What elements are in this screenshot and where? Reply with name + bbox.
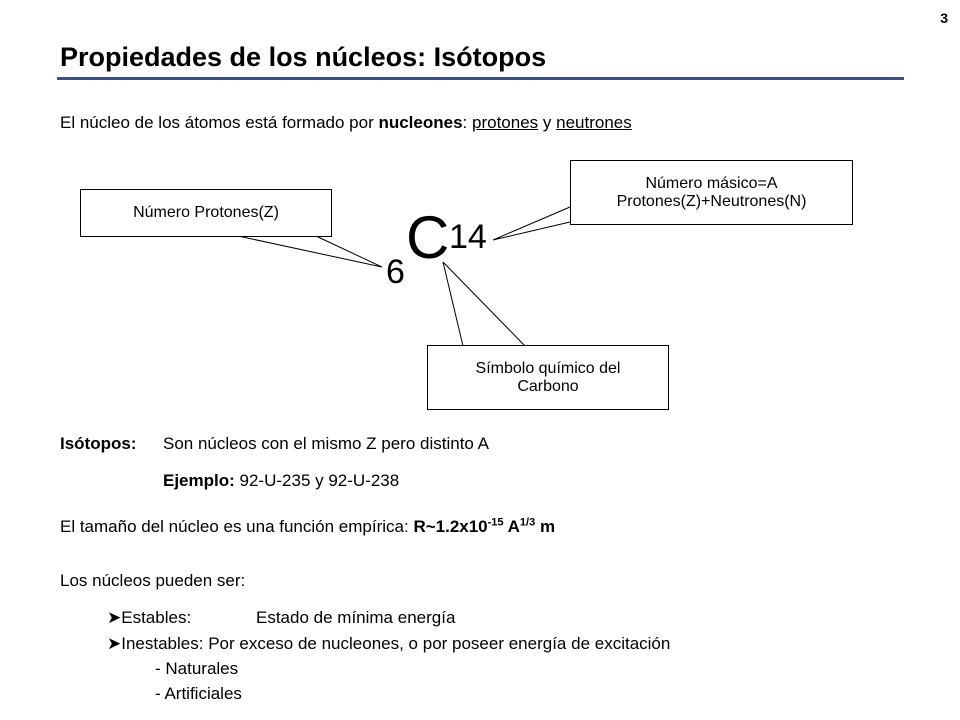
protons-leader	[238, 236, 382, 267]
natural-subitem: - Naturales	[155, 659, 239, 678]
formula-mid: A	[503, 517, 520, 536]
nuclear-size-sentence	[60, 517, 555, 537]
page-number: 3	[940, 10, 948, 26]
intro-prefix: El núcleo de los átomos está formado por	[60, 113, 379, 132]
isotopes-definition: Son núcleos con el mismo Z pero distinto A	[163, 434, 489, 453]
stable-item	[107, 608, 191, 628]
mass-number: 14	[449, 218, 487, 256]
protones-term: protones	[472, 113, 539, 132]
unstable-label: Inestables:	[121, 634, 204, 653]
callout-symbol-line1: Símbolo químico del	[475, 359, 621, 377]
size-formula	[413, 517, 555, 536]
intro-and: y	[538, 113, 557, 132]
unstable-description: Por exceso de nucleones, o por poseer energía de excitación	[203, 634, 671, 653]
formula-base: R~1.2x10	[413, 517, 488, 536]
isotope-example	[163, 471, 399, 491]
unstable-item	[107, 634, 670, 654]
callout-protons	[80, 189, 332, 237]
callout-symbol-line2: Carbono	[517, 377, 579, 395]
callout-protons-text: Número Protones(Z)	[133, 204, 279, 221]
callout-mass-number	[570, 160, 853, 225]
stable-description: Estado de mínima energía	[256, 608, 456, 627]
callout-chemical-symbol	[427, 345, 669, 410]
arrow-bullet-icon: ➤	[107, 608, 122, 627]
element-symbol: C	[406, 204, 450, 271]
page-title: Propiedades de los núcleos: Isótopos	[60, 42, 547, 72]
formula-end: m	[535, 517, 556, 536]
example-text: 92-U-235 y 92-U-238	[234, 471, 400, 490]
arrow-bullet-icon: ➤	[107, 634, 122, 653]
nucleones-term: nucleones	[378, 113, 463, 132]
artificial-subitem: - Artificiales	[155, 684, 242, 703]
mass-leader	[493, 207, 570, 240]
neutrones-term: neutrones	[556, 113, 632, 132]
size-prefix: El tamaño del núcleo es una función empírica:	[60, 517, 414, 536]
callout-mass-line1: Número másico=A	[645, 174, 778, 192]
symbol-leader-right	[443, 262, 525, 346]
isotopes-label: Isótopos:	[60, 434, 137, 453]
symbol-leader-left	[443, 262, 463, 346]
atomic-number: 6	[386, 253, 405, 291]
formula-exponent-2: 1/3	[519, 516, 536, 529]
formula-exponent-1: -15	[487, 516, 504, 529]
stable-label: Estables:	[121, 608, 192, 627]
intro-colon: :	[462, 113, 472, 132]
example-label: Ejemplo:	[163, 471, 235, 490]
nuclei-types-intro: Los núcleos pueden ser:	[60, 571, 246, 590]
callout-mass-line2: Protones(Z)+Neutrones(N)	[616, 192, 807, 210]
